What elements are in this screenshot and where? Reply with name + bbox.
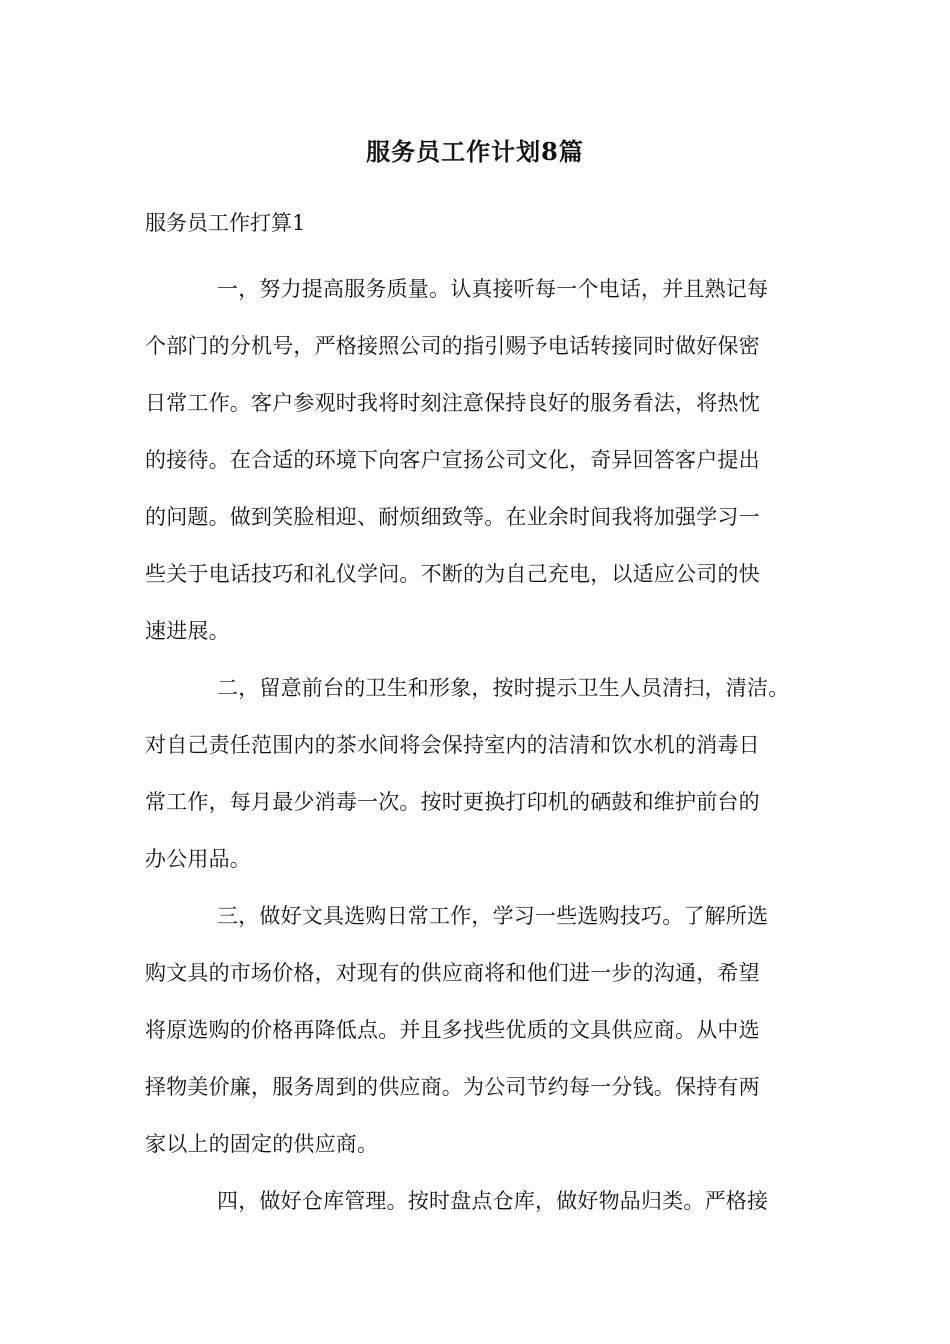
paragraph-line: 常工作，每月最少消毒一次。按时更换打印机的硒鼓和维护前台的 (145, 790, 760, 814)
paragraph-line: 日常工作。客户参观时我将时刻注意保持良好的服务看法，将热忱 (145, 391, 760, 415)
document-body (145, 204, 810, 1230)
paragraph-line: 的接待。在合适的环境下向客户宣扬公司文化，奇异回答客户提出 (145, 448, 760, 472)
paragraph-line: 四，做好仓库管理。按时盘点仓库，做好物品归类。严格接 (217, 1189, 769, 1213)
paragraph-line: 二，留意前台的卫生和形象，按时提示卫生人员清扫，清洁。 (217, 676, 790, 700)
paragraph-line: 的问题。做到笑脸相迎、耐烦细致等。在业余时间我将加强学习一 (145, 505, 760, 529)
paragraph-line: 将原选购的价格再降低点。并且多找些优质的文具供应商。从中选 (145, 1018, 760, 1042)
document-title: 服务员工作计划8篇 (366, 137, 584, 166)
paragraph-2 (145, 660, 810, 888)
paragraph-line: 家以上的固定的供应商。 (145, 1132, 379, 1156)
paragraph-line: 对自己责任范围内的茶水间将会保持室内的洁清和饮水机的消毒日 (145, 733, 760, 757)
paragraph-line: 些关于电话技巧和礼仪学问。不断的为自己充电，以适应公司的快 (145, 562, 760, 586)
paragraph-line: 择物美价廉，服务周到的供应商。为公司节约每一分钱。保持有两 (145, 1075, 760, 1099)
paragraph-4 (145, 1173, 810, 1230)
paragraph-line: 三，做好文具选购日常工作，学习一些选购技巧。了解所选 (217, 904, 769, 928)
paragraph-line: 办公用品。 (145, 847, 251, 871)
paragraph-line: 个部门的分机号，严格接照公司的指引赐予电话转接同时做好保密 (145, 334, 760, 358)
paragraph-line: 速进展。 (145, 619, 230, 643)
paragraph-line: 购文具的市场价格，对现有的供应商将和他们进一步的沟通，希望 (145, 961, 760, 985)
section-heading: 服务员工作打算1 (145, 211, 306, 235)
paragraph-line: 一，努力提高服务质量。认真接听每一个电话，并且熟记每 (217, 277, 769, 301)
paragraph-1 (145, 261, 810, 660)
paragraph-3 (145, 888, 810, 1173)
